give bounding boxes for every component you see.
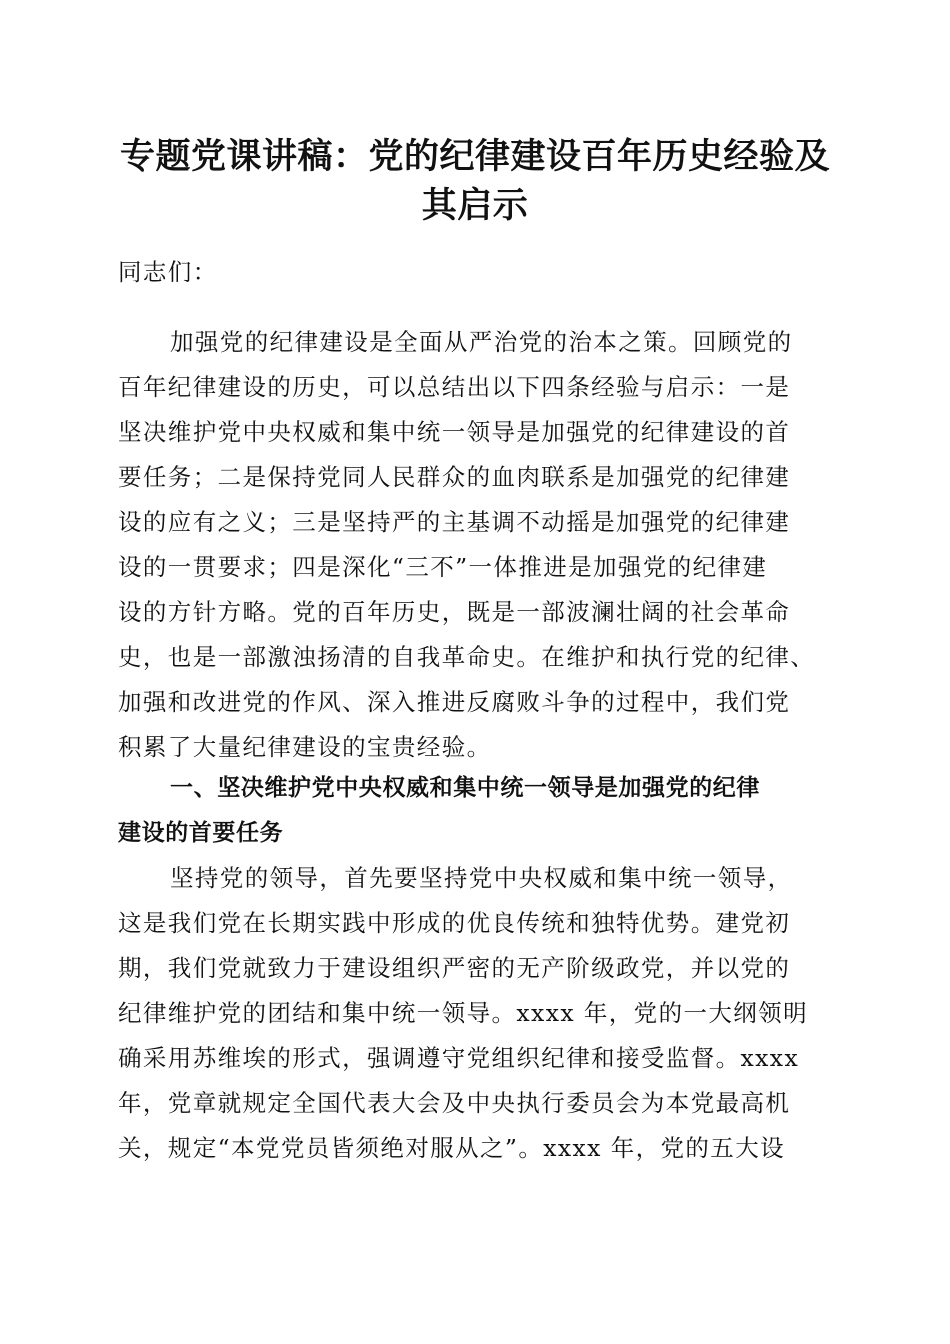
document-title xyxy=(118,132,832,230)
paragraph-line: 设的应有之义；三是坚持严的主基调不动摇是加强党的纪律建 xyxy=(118,508,791,536)
paragraph-line: 设的方针方略。党的百年历史，既是一部波澜壮阔的社会革命 xyxy=(118,598,791,626)
paragraph-line: 坚决维护党中央权威和集中统一领导是加强党的纪律建设的首 xyxy=(118,418,791,446)
paragraph-section-1 xyxy=(118,856,832,1171)
paragraph-line: 设的一贯要求；四是深化“三不”一体推进是加强党的纪律建 xyxy=(118,553,768,581)
paragraph-line: 年，党章就规定全国代表大会及中央执行委员会为本党最高机 xyxy=(118,1089,791,1117)
heading-line: 建设的首要任务 xyxy=(118,820,284,846)
paragraph-line: 确采用苏维埃的形式，强调遵守党组织纪律和接受监督。xxxx xyxy=(118,1044,800,1072)
paragraph-line: 期，我们党就致力于建设组织严密的无产阶级政党，并以党的 xyxy=(118,954,791,982)
title-line: 专题党课讲稿：党的纪律建设百年历史经验及 xyxy=(119,136,830,177)
paragraph-line: 史，也是一部激浊扬清的自我革命史。在维护和执行党的纪律、 xyxy=(118,643,816,671)
paragraph-line: 关，规定“本党党员皆须绝对服从之”。xxxx 年，党的五大设 xyxy=(118,1134,786,1162)
paragraph-intro xyxy=(118,320,832,770)
section-heading-1 xyxy=(118,766,832,856)
paragraph-line: 这是我们党在长期实践中形成的优良传统和独特优势。建党初 xyxy=(118,909,791,937)
paragraph-line: 积累了大量纪律建设的宝贵经验。 xyxy=(118,733,492,761)
heading-line: 一、坚决维护党中央权威和集中统一领导是加强党的纪律 xyxy=(170,775,760,801)
title-line: 其启示 xyxy=(421,185,529,226)
paragraph-line: 纪律维护党的团结和集中统一领导。xxxx 年，党的一大纲领明 xyxy=(118,999,808,1027)
paragraph-line: 要任务；二是保持党同人民群众的血肉联系是加强党的纪律建 xyxy=(118,463,791,491)
paragraph-line: 坚持党的领导，首先要坚持党中央权威和集中统一领导， xyxy=(170,864,793,892)
salutation-text: 同志们： xyxy=(118,258,218,286)
salutation xyxy=(118,250,832,295)
paragraph-line: 百年纪律建设的历史，可以总结出以下四条经验与启示：一是 xyxy=(118,373,791,401)
paragraph-line: 加强和改进党的作风、深入推进反腐败斗争的过程中，我们党 xyxy=(118,688,791,716)
paragraph-line: 加强党的纪律建设是全面从严治党的治本之策。回顾党的 xyxy=(170,328,793,356)
